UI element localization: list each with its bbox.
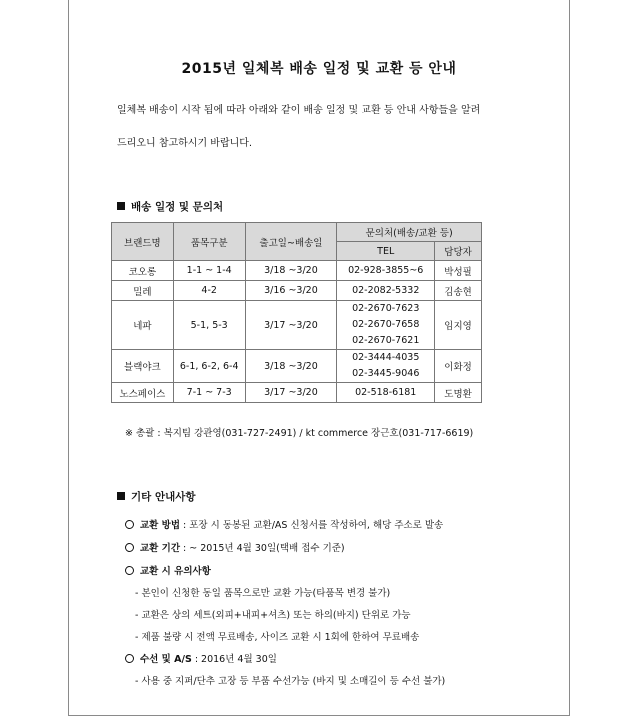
square-bullet-icon [117, 492, 125, 500]
contact-note: ※ 총괄 : 복지팀 강관영(031-727-2491) / kt commerce 장근호(031-717-6619) [125, 428, 474, 439]
cell-tel [337, 350, 435, 383]
cell-person: 임지영 [435, 301, 482, 350]
circle-bullet-icon [125, 543, 134, 552]
info-item-repair [125, 651, 277, 665]
cell-person: 김송현 [435, 281, 482, 301]
table-row [112, 301, 482, 350]
cell-tel: 02-518-6181 [337, 383, 435, 403]
tel-line: 02-2670-7621 [352, 335, 420, 346]
cell-tel: 02-2082-5332 [337, 281, 435, 301]
cell-person: 박성필 [435, 261, 482, 281]
circle-bullet-icon [125, 566, 134, 575]
document-title: 2015년 일체복 배송 일정 및 교환 등 안내 [181, 61, 457, 77]
caution-line: - 본인이 신청한 동일 품목으로만 교환 가능(타품목 변경 불가) [135, 588, 391, 599]
cell-person: 도명환 [435, 383, 482, 403]
tel-line: 02-3444-4035 [352, 352, 420, 363]
repair-line: - 사용 중 지퍼/단추 고장 등 부품 수선가능 (바지 및 소매길이 등 수선 불가) [135, 676, 446, 687]
cell-date: 3/16 ~3/20 [245, 281, 337, 301]
cell-date: 3/17 ~3/20 [245, 301, 337, 350]
cell-brand: 노스페이스 [112, 383, 174, 403]
table-row [112, 350, 482, 383]
tel-line: 02-2670-7623 [352, 303, 420, 314]
header-person: 담당자 [435, 242, 482, 261]
table-row [112, 281, 482, 301]
shipping-schedule-table [111, 222, 482, 403]
intro-line-2: 드리오니 참고하시기 바랍니다. [117, 138, 253, 149]
item-label: 수선 및 A/S [140, 654, 192, 665]
item-label: 교환 방법 [140, 520, 181, 531]
section-heading-other [117, 489, 196, 504]
cell-tel [337, 301, 435, 350]
cell-tel: 02-928-3855~6 [337, 261, 435, 281]
cell-brand: 네파 [112, 301, 174, 350]
item-label: 교환 기간 [140, 543, 181, 554]
square-bullet-icon [117, 202, 125, 210]
cell-date: 3/17 ~3/20 [245, 383, 337, 403]
cell-item: 6-1, 6-2, 6-4 [173, 350, 245, 383]
table-row [112, 383, 482, 403]
item-label: 교환 시 유의사항 [140, 566, 211, 577]
item-text: : 포장 시 동봉된 교환/AS 신청서를 작성하여, 해당 주소로 발송 [180, 520, 444, 531]
item-text: : ~ 2015년 4월 30일(택배 접수 기준) [180, 543, 345, 554]
section-heading-text: 기타 안내사항 [131, 491, 196, 503]
cell-item: 5-1, 5-3 [173, 301, 245, 350]
cell-date: 3/18 ~3/20 [245, 350, 337, 383]
info-item-exchange-period [125, 540, 345, 554]
header-item: 품목구분 [173, 223, 245, 261]
info-item-exchange-cautions [125, 563, 211, 577]
header-contact: 문의처(배송/교환 등) [337, 223, 482, 242]
tel-line: 02-2670-7658 [352, 319, 420, 330]
table-row [112, 261, 482, 281]
item-text: : 2016년 4월 30일 [191, 654, 277, 665]
intro-line-1: 일체복 배송이 시작 됨에 따라 아래와 같이 배송 일정 및 교환 등 안내 사항들을 알려 [117, 105, 481, 116]
header-brand: 브랜드명 [112, 223, 174, 261]
cell-person: 이화정 [435, 350, 482, 383]
cell-item: 7-1 ~ 7-3 [173, 383, 245, 403]
info-item-exchange-method [125, 517, 443, 531]
cell-brand: 블랙야크 [112, 350, 174, 383]
document-page [68, 0, 570, 716]
header-date: 출고일~배송일 [245, 223, 337, 261]
tel-line: 02-3445-9046 [352, 368, 420, 379]
section-heading-text: 배송 일정 및 문의처 [131, 201, 224, 213]
header-tel: TEL [337, 242, 435, 261]
cell-item: 4-2 [173, 281, 245, 301]
section-heading-shipping [117, 199, 223, 214]
cell-brand: 코오롱 [112, 261, 174, 281]
circle-bullet-icon [125, 654, 134, 663]
caution-line: - 교환은 상의 세트(외피+내피+셔츠) 또는 하의(바지) 단위로 가능 [135, 610, 411, 621]
cell-brand: 밀레 [112, 281, 174, 301]
caution-line: - 제품 불량 시 전액 무료배송, 사이즈 교환 시 1회에 한하여 무료배송 [135, 632, 420, 643]
cell-item: 1-1 ~ 1-4 [173, 261, 245, 281]
circle-bullet-icon [125, 520, 134, 529]
cell-date: 3/18 ~3/20 [245, 261, 337, 281]
